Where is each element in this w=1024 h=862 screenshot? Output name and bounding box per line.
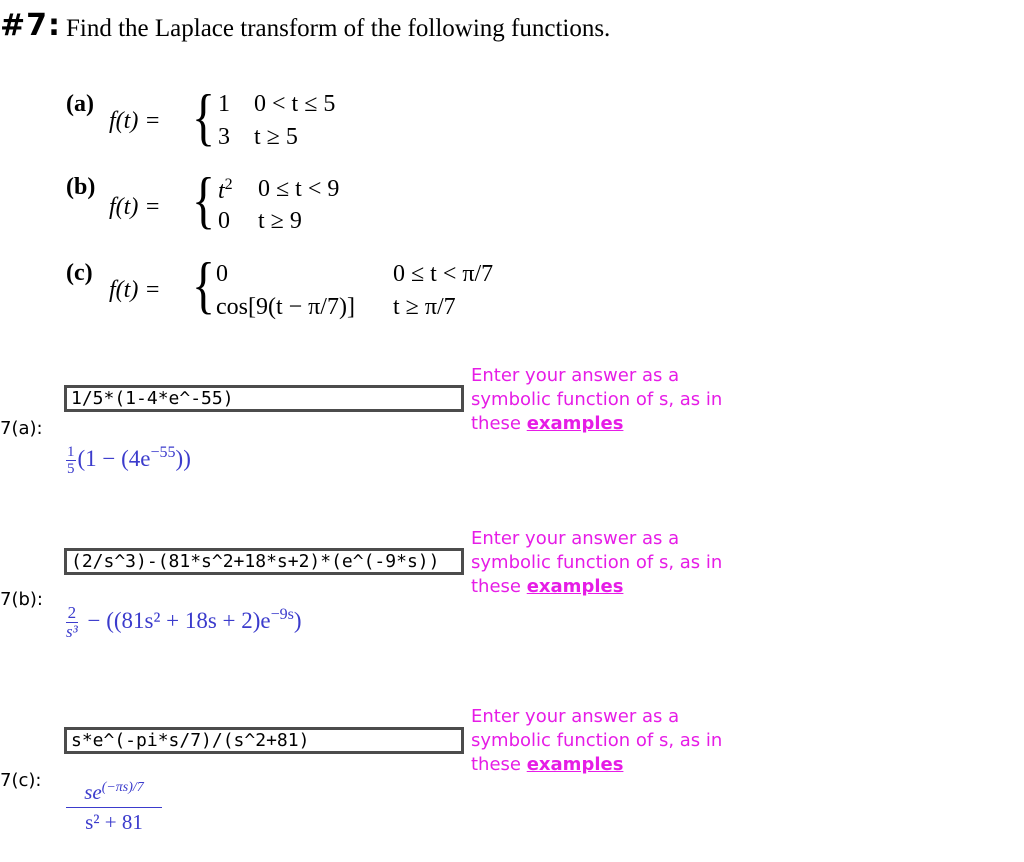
part-b-label: (b)	[66, 174, 96, 200]
answer-a-label: 7(a):	[0, 418, 43, 439]
answer-b-preview: $\frac{2}{\text{s³}}$ − $((81s^2 + 18s + 2)e^{-9s})$	[66, 603, 302, 641]
part-c-brace: {	[192, 249, 216, 320]
problem-number: #7:	[0, 8, 62, 43]
problem-instruction: Find the Laplace transform of the following functions.	[66, 15, 611, 42]
answer-a-input[interactable]	[64, 385, 464, 412]
part-b-lhs: f(t) =	[109, 194, 161, 220]
answer-b-label: 7(b):	[0, 589, 43, 610]
answer-a-preview: $\frac{1}{5}$ $(1 - (4e^{-55}))$	[67, 444, 191, 477]
part-a-label: (a)	[66, 91, 94, 117]
examples-link[interactable]: examples	[526, 754, 624, 775]
part-a-lhs: f(t) =	[109, 108, 161, 134]
part-a-case2-value: 3	[218, 124, 230, 150]
answer-b-hint: Enter your answer as a symbolic function of s, as in these examples	[471, 528, 723, 597]
answer-c-hint: Enter your answer as a symbolic function of s, as in these examples	[471, 706, 723, 775]
answer-c-label: 7(c):	[0, 770, 42, 791]
answer-c-preview: $se^{(-\pi s)/7}$ s² + 81	[66, 780, 162, 835]
answer-b-input[interactable]	[64, 548, 464, 575]
part-c-case2-condition: t ≥ π/7	[393, 294, 456, 320]
part-a-case1-value: 1	[218, 91, 230, 117]
part-b-case2-value: 0	[218, 208, 230, 234]
part-b-case1-value: $t^2$	[218, 176, 233, 204]
part-c-case2-value: cos[9(t − π/7)]	[216, 294, 355, 320]
part-c-case1-condition: 0 ≤ t < π/7	[393, 261, 494, 287]
part-b-case1-condition: 0 ≤ t < 9	[258, 176, 340, 202]
answer-a-hint: Enter your answer as a symbolic function of s, as in these examples	[471, 365, 723, 434]
part-c-label: (c)	[66, 260, 93, 286]
part-a-case1-condition: 0 < t ≤ 5	[254, 91, 336, 117]
part-c-case1-value: 0	[216, 261, 228, 287]
part-a-brace: {	[192, 81, 216, 152]
examples-link[interactable]: examples	[526, 413, 624, 434]
answer-c-input[interactable]	[64, 727, 464, 754]
examples-link[interactable]: examples	[526, 576, 624, 597]
part-b-brace: {	[192, 164, 216, 235]
part-a-case2-condition: t ≥ 5	[254, 124, 298, 150]
part-c-lhs: f(t) =	[109, 277, 161, 303]
part-b-case2-condition: t ≥ 9	[258, 208, 302, 234]
